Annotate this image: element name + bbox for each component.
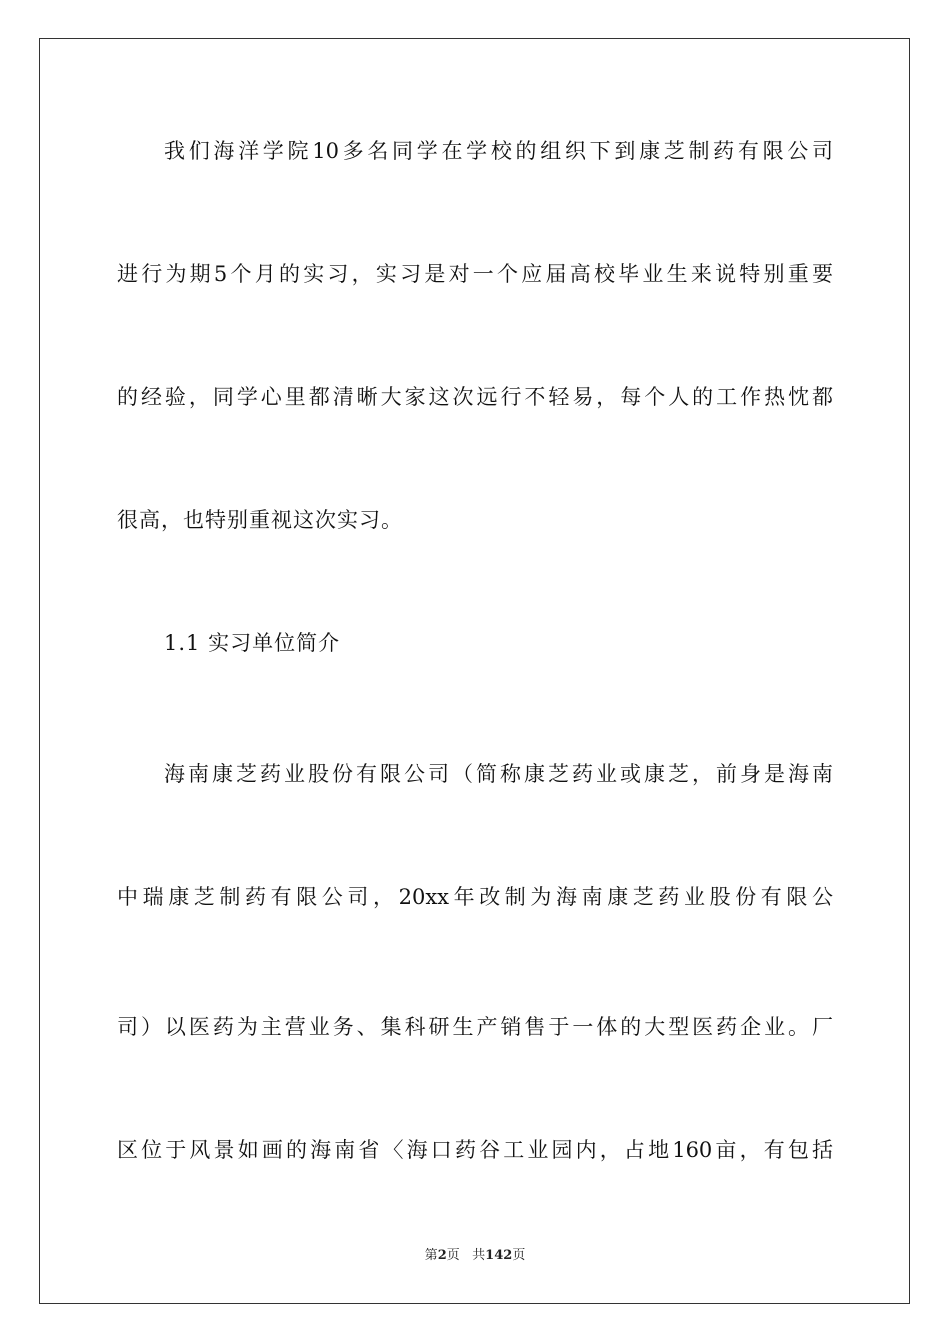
paragraph-2-line-3: 司）以医药为主营业务、集科研生产销售于一体的大型医药企业。厂 [117, 1015, 833, 1039]
paragraph-1-line-3: 的经验，同学心里都清晰大家这次远行不轻易，每个人的工作热忱都 [117, 385, 833, 409]
paragraph-1-line-2: 进行为期5个月的实习，实习是对一个应届高校毕业生来说特别重要 [117, 262, 833, 286]
section-heading: 1.1 实习单位简介 [164, 631, 341, 655]
total-suffix: 页 [512, 1248, 526, 1263]
page-suffix: 页 [446, 1248, 460, 1263]
paragraph-2-line-2: 中瑞康芝制药有限公司，20xx年改制为海南康芝药业股份有限公 [117, 885, 833, 909]
page-border [39, 38, 910, 1304]
paragraph-1-line-4: 很高，也特别重视这次实习。 [117, 508, 403, 532]
total-pages: 142 [485, 1248, 513, 1263]
paragraph-1-line-1: 我们海洋学院10多名同学在学校的组织下到康芝制药有限公司 [164, 139, 833, 163]
page-prefix: 第 [424, 1248, 438, 1263]
paragraph-2-line-4: 区位于风景如画的海南省〈海口药谷工业园内，占地160亩，有包括 [117, 1138, 833, 1162]
total-prefix: 共 [472, 1248, 486, 1263]
page-footer [0, 1246, 950, 1266]
paragraph-2-line-1: 海南康芝药业股份有限公司（简称康芝药业或康芝，前身是海南 [164, 762, 833, 786]
page-number: 2 [437, 1248, 447, 1263]
